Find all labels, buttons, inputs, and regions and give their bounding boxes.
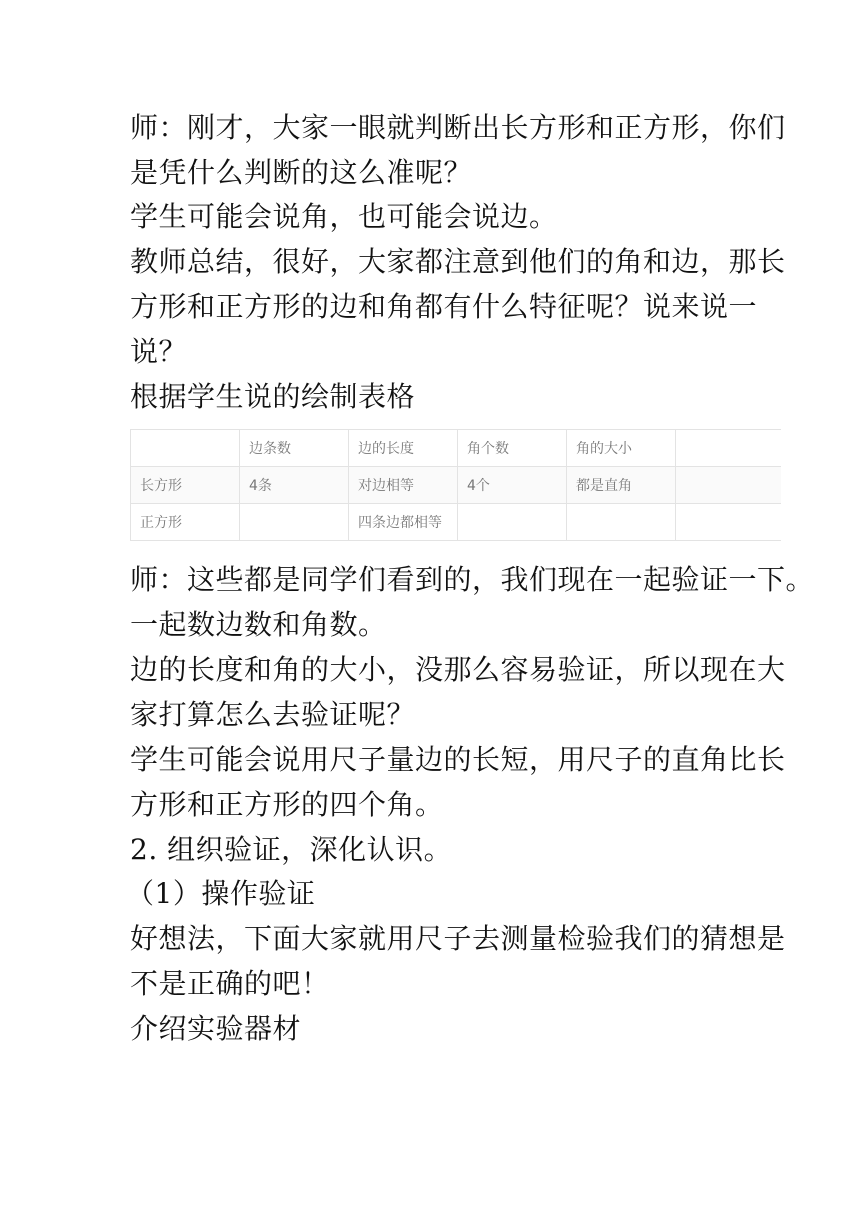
paragraph-line: 学生可能会说角，也可能会说边。 — [130, 200, 558, 233]
table-row — [131, 504, 781, 541]
table-cell — [240, 504, 349, 541]
paragraph-line: 一起数边数和角数。 — [130, 608, 387, 641]
paragraph-line: 是凭什么判断的这么准呢？ — [130, 156, 473, 189]
paragraph-line: 方形和正方形的边和角都有什么特征呢？说来说一 — [130, 290, 758, 323]
paragraph-line: 师：刚才，大家一眼就判断出长方形和正方形，你们 — [130, 111, 786, 144]
paragraph-line: 教师总结，很好，大家都注意到他们的角和边，那长 — [130, 245, 786, 278]
table-header-cell: 角的大小 — [567, 430, 676, 467]
table-cell: 四条边都相等 — [349, 504, 458, 541]
table-header-row — [131, 430, 781, 467]
table-cell: 正方形 — [131, 504, 240, 541]
section-heading: 2. 组织验证，深化认识。 — [130, 833, 453, 866]
table-header-cell: 边条数 — [240, 430, 349, 467]
paragraph-line: 方形和正方形的四个角。 — [130, 788, 444, 821]
paragraph-line: 师：这些都是同学们看到的，我们现在一起验证一下。 — [130, 563, 815, 596]
table-cell: 都是直角 — [567, 467, 676, 504]
table-header-cell: 边的长度 — [349, 430, 458, 467]
paragraph-line: 边的长度和角的大小，没那么容易验证，所以现在大 — [130, 653, 786, 686]
paragraph-line: 不是正确的吧！ — [130, 967, 330, 1000]
table-cell — [676, 467, 781, 504]
table-cell: 对边相等 — [349, 467, 458, 504]
table-header-cell — [676, 430, 781, 467]
table-row — [131, 467, 781, 504]
table-cell — [567, 504, 676, 541]
subsection-heading: （1）操作验证 — [126, 877, 316, 910]
paragraph-line: 介绍实验器材 — [130, 1012, 302, 1045]
table-header-cell — [131, 430, 240, 467]
paragraph-line: 根据学生说的绘制表格 — [130, 380, 416, 413]
feature-table — [130, 429, 781, 541]
paragraph-line: 说？ — [130, 335, 188, 368]
table-cell: 4条 — [240, 467, 349, 504]
table-cell: 4个 — [458, 467, 567, 504]
table-cell — [458, 504, 567, 541]
table-cell — [676, 504, 781, 541]
table-cell: 长方形 — [131, 467, 240, 504]
table-header-cell: 角个数 — [458, 430, 567, 467]
paragraph-line: 好想法，下面大家就用尺子去测量检验我们的猜想是 — [130, 922, 786, 955]
paragraph-line: 学生可能会说用尺子量边的长短，用尺子的直角比长 — [130, 743, 786, 776]
paragraph-line: 家打算怎么去验证呢？ — [130, 698, 416, 731]
